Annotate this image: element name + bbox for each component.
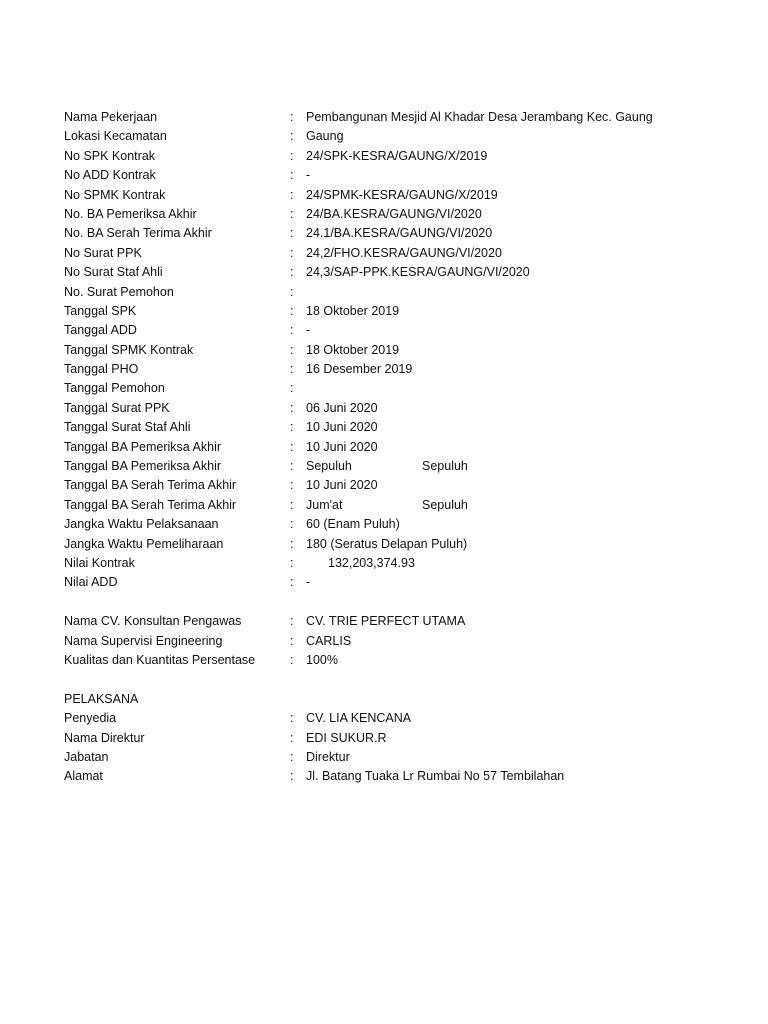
- field-value: 180 (Seratus Delapan Puluh): [306, 536, 468, 551]
- field-label: No Surat PPK: [64, 245, 142, 260]
- field-value: 132,203,374.93: [328, 555, 415, 570]
- field-separator: :: [290, 129, 294, 144]
- field-value: CARLIS: [306, 633, 352, 648]
- field-row: [64, 205, 744, 224]
- field-value: 24/SPMK-KESRA/GAUNG/X/2019: [306, 187, 498, 202]
- field-value: -: [306, 575, 311, 590]
- field-separator: :: [290, 517, 294, 532]
- field-value: Gaung: [306, 129, 344, 144]
- field-row: [64, 476, 744, 495]
- field-separator: :: [290, 226, 294, 241]
- supervision-section: [64, 612, 744, 670]
- field-separator: :: [290, 652, 294, 667]
- field-label: Lokasi Kecamatan: [64, 129, 167, 144]
- field-row: [64, 147, 744, 166]
- field-value: 10 Juni 2020: [306, 478, 378, 493]
- field-separator: :: [290, 323, 294, 338]
- field-label: Tanggal BA Serah Terima Akhir: [64, 478, 237, 493]
- field-row: [64, 166, 744, 185]
- field-label: No SPK Kontrak: [64, 148, 156, 163]
- field-label: Tanggal BA Pemeriksa Akhir: [64, 439, 222, 454]
- field-value: Jum'at: [306, 497, 343, 512]
- field-label: Tanggal BA Pemeriksa Akhir: [64, 459, 222, 474]
- field-row: [64, 767, 744, 786]
- field-value: Jl. Batang Tuaka Lr Rumbai No 57 Tembilahan: [306, 769, 565, 784]
- field-row: [64, 244, 744, 263]
- field-value: -: [306, 168, 311, 183]
- field-separator: :: [290, 711, 294, 726]
- field-value: CV. TRIE PERFECT UTAMA: [306, 614, 466, 629]
- field-label: Nama Pekerjaan: [64, 110, 158, 124]
- field-separator: :: [290, 575, 294, 590]
- field-separator: :: [290, 536, 294, 551]
- field-row: [64, 341, 744, 360]
- field-value-secondary: Sepuluh: [422, 459, 468, 474]
- field-value: 24,2/FHO.KESRA/GAUNG/VI/2020: [306, 245, 502, 260]
- field-label: Nilai ADD: [64, 575, 118, 590]
- field-row: [64, 748, 744, 767]
- field-row: [64, 379, 744, 398]
- field-row: [64, 263, 744, 282]
- field-row: [64, 283, 744, 302]
- field-separator: :: [290, 168, 294, 183]
- field-row: [64, 108, 744, 127]
- field-separator: :: [290, 439, 294, 454]
- field-value: 60 (Enam Puluh): [306, 517, 400, 532]
- field-separator: :: [290, 110, 294, 124]
- field-separator: :: [290, 633, 294, 648]
- field-separator: :: [290, 148, 294, 163]
- field-label: No. BA Serah Terima Akhir: [64, 226, 212, 241]
- field-label: Tanggal ADD: [64, 323, 137, 338]
- field-row: [64, 515, 744, 534]
- field-value: Sepuluh: [306, 459, 352, 474]
- field-row: [64, 632, 744, 651]
- contract-section: [64, 108, 744, 593]
- field-row: [64, 321, 744, 340]
- field-row: [64, 651, 744, 670]
- spacer: [64, 593, 744, 612]
- field-label: Tanggal Surat Staf Ahli: [64, 420, 191, 435]
- field-value: CV. LIA KENCANA: [306, 711, 412, 726]
- field-label: Tanggal SPMK Kontrak: [64, 342, 194, 357]
- field-label: Tanggal Surat PPK: [64, 400, 170, 415]
- field-label: Tanggal SPK: [64, 303, 137, 318]
- field-label: Alamat: [64, 769, 103, 784]
- field-row: [64, 573, 744, 592]
- field-separator: :: [290, 730, 294, 745]
- field-separator: :: [290, 614, 294, 629]
- field-row: [64, 554, 744, 573]
- field-label: No SPMK Kontrak: [64, 187, 166, 202]
- field-separator: :: [290, 478, 294, 493]
- field-row: [64, 127, 744, 146]
- field-value: 24/BA.KESRA/GAUNG/VI/2020: [306, 206, 482, 221]
- field-value: Pembangunan Mesjid Al Khadar Desa Jerambang Kec. Gaung: [306, 110, 653, 124]
- field-label: Tanggal BA Serah Terima Akhir: [64, 497, 237, 512]
- field-label: Nama CV. Konsultan Pengawas: [64, 614, 242, 629]
- field-separator: :: [290, 206, 294, 221]
- field-separator: :: [290, 420, 294, 435]
- field-separator: :: [290, 459, 294, 474]
- field-row: [64, 496, 744, 515]
- field-value: 100%: [306, 652, 338, 667]
- field-label: No ADD Kontrak: [64, 168, 156, 183]
- field-row: [64, 418, 744, 437]
- field-value: Direktur: [306, 749, 350, 764]
- spacer: [64, 670, 744, 689]
- field-separator: :: [290, 555, 294, 570]
- field-row: [64, 612, 744, 631]
- field-label: No. Surat Pemohon: [64, 284, 174, 299]
- field-row: [64, 709, 744, 728]
- pelaksana-section: [64, 709, 744, 787]
- field-value: 10 Juni 2020: [306, 420, 378, 435]
- field-value: -: [306, 323, 311, 338]
- field-value: 10 Juni 2020: [306, 439, 378, 454]
- field-separator: :: [290, 342, 294, 357]
- field-row: [64, 535, 744, 554]
- field-value: 18 Oktober 2019: [306, 342, 400, 357]
- field-separator: :: [290, 265, 294, 280]
- field-separator: :: [290, 284, 294, 299]
- field-separator: :: [290, 381, 294, 396]
- field-row: [64, 438, 744, 457]
- field-label: Nilai Kontrak: [64, 555, 135, 570]
- field-separator: :: [290, 362, 294, 377]
- field-label: No Surat Staf Ahli: [64, 265, 163, 280]
- field-label: Tanggal PHO: [64, 362, 139, 377]
- field-label: Kualitas dan Kuantitas Persentase: [64, 652, 256, 667]
- field-label: Jangka Waktu Pemeliharaan: [64, 536, 224, 551]
- field-separator: :: [290, 749, 294, 764]
- field-label: Nama Direktur: [64, 730, 145, 745]
- field-value: EDI SUKUR.R: [306, 730, 387, 745]
- field-row: [64, 729, 744, 748]
- field-separator: :: [290, 187, 294, 202]
- field-row: [64, 302, 744, 321]
- field-separator: :: [290, 769, 294, 784]
- field-label: Nama Supervisi Engineering: [64, 633, 223, 648]
- field-row: [64, 360, 744, 379]
- field-label: Penyedia: [64, 711, 117, 726]
- field-separator: :: [290, 245, 294, 260]
- field-label: No. BA Pemeriksa Akhir: [64, 206, 197, 221]
- field-value: 06 Juni 2020: [306, 400, 378, 415]
- field-label: Jangka Waktu Pelaksanaan: [64, 517, 219, 532]
- document-body: [64, 108, 744, 787]
- field-value: 24/SPK-KESRA/GAUNG/X/2019: [306, 148, 488, 163]
- field-separator: :: [290, 497, 294, 512]
- field-row: [64, 224, 744, 243]
- field-value: 24,3/SAP-PPK.KESRA/GAUNG/VI/2020: [306, 265, 530, 280]
- field-separator: :: [290, 400, 294, 415]
- pelaksana-heading: PELAKSANA: [64, 691, 139, 706]
- field-value: 24.1/BA.KESRA/GAUNG/VI/2020: [306, 226, 493, 241]
- field-row: [64, 186, 744, 205]
- field-row: [64, 457, 744, 476]
- field-label: Jabatan: [64, 749, 109, 764]
- field-label: Tanggal Pemohon: [64, 381, 165, 396]
- field-separator: :: [290, 303, 294, 318]
- field-value-secondary: Sepuluh: [422, 497, 468, 512]
- field-value: 16 Desember 2019: [306, 362, 413, 377]
- field-row: [64, 399, 744, 418]
- field-value: 18 Oktober 2019: [306, 303, 400, 318]
